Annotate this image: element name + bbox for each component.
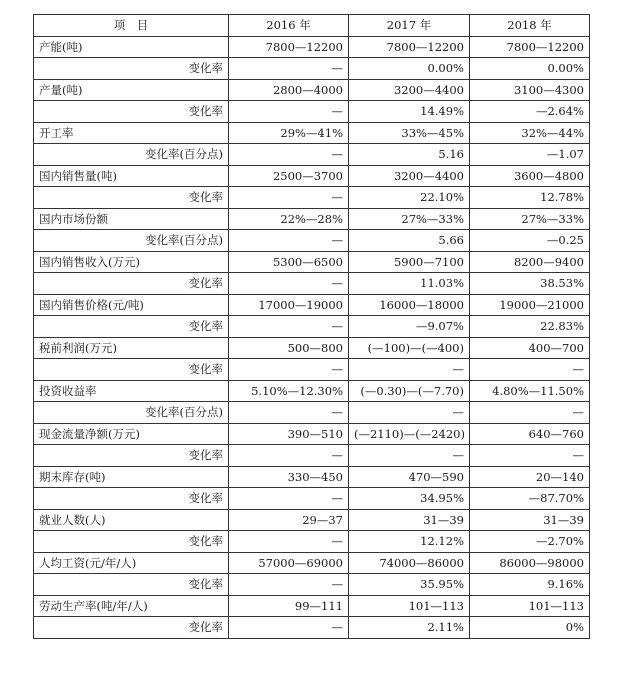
table-row bbox=[34, 574, 590, 596]
row-label: 变化率 bbox=[34, 101, 229, 123]
cell-2018: 3600—4800 bbox=[470, 165, 590, 187]
cell-2018: 4.80%—11.50% bbox=[470, 380, 590, 402]
cell-2017: 5.66 bbox=[349, 230, 470, 252]
row-label: 产能(吨) bbox=[34, 36, 229, 58]
table-row bbox=[34, 79, 590, 101]
table-row bbox=[34, 187, 590, 209]
cell-2016: — bbox=[229, 359, 349, 381]
cell-2018: — bbox=[470, 445, 590, 467]
cell-2017: 5900—7100 bbox=[349, 251, 470, 273]
header-2017: 2017 年 bbox=[349, 15, 470, 37]
row-label: 税前利润(万元) bbox=[34, 337, 229, 359]
cell-2017: —9.07% bbox=[349, 316, 470, 338]
cell-2017: 33%—45% bbox=[349, 122, 470, 144]
table-row bbox=[34, 509, 590, 531]
table-row bbox=[34, 316, 590, 338]
row-label: 变化率 bbox=[34, 574, 229, 596]
cell-2018: 86000—98000 bbox=[470, 552, 590, 574]
row-label: 就业人数(人) bbox=[34, 509, 229, 531]
row-label: 变化率 bbox=[34, 58, 229, 80]
cell-2017: 3200—4400 bbox=[349, 79, 470, 101]
header-item: 项 目 bbox=[34, 15, 229, 37]
table-row bbox=[34, 531, 590, 553]
cell-2016: 390—510 bbox=[229, 423, 349, 445]
row-label: 现金流量净额(万元) bbox=[34, 423, 229, 445]
cell-2016: — bbox=[229, 101, 349, 123]
cell-2018: —1.07 bbox=[470, 144, 590, 166]
cell-2018: 101—113 bbox=[470, 595, 590, 617]
cell-2017: 22.10% bbox=[349, 187, 470, 209]
cell-2018: 400—700 bbox=[470, 337, 590, 359]
cell-2018: —0.25 bbox=[470, 230, 590, 252]
row-label: 国内销售价格(元/吨) bbox=[34, 294, 229, 316]
cell-2018: 7800—12200 bbox=[470, 36, 590, 58]
cell-2017: (—2110)—(—2420) bbox=[349, 423, 470, 445]
row-label: 变化率 bbox=[34, 445, 229, 467]
table-row bbox=[34, 294, 590, 316]
table-row bbox=[34, 251, 590, 273]
table-row bbox=[34, 208, 590, 230]
cell-2016: 2800—4000 bbox=[229, 79, 349, 101]
row-label: 变化率 bbox=[34, 273, 229, 295]
cell-2016: 57000—69000 bbox=[229, 552, 349, 574]
cell-2017: 3200—4400 bbox=[349, 165, 470, 187]
row-label: 变化率 bbox=[34, 488, 229, 510]
row-label: 变化率 bbox=[34, 316, 229, 338]
cell-2018: 640—760 bbox=[470, 423, 590, 445]
cell-2016: — bbox=[229, 531, 349, 553]
cell-2018: 19000—21000 bbox=[470, 294, 590, 316]
cell-2016: — bbox=[229, 273, 349, 295]
cell-2016: — bbox=[229, 574, 349, 596]
cell-2018: 3100—4300 bbox=[470, 79, 590, 101]
table-row bbox=[34, 359, 590, 381]
cell-2018: 20—140 bbox=[470, 466, 590, 488]
cell-2018: —87.70% bbox=[470, 488, 590, 510]
cell-2017: — bbox=[349, 445, 470, 467]
row-label: 人均工资(元/年/人) bbox=[34, 552, 229, 574]
cell-2017: 31—39 bbox=[349, 509, 470, 531]
row-label: 变化率(百分点) bbox=[34, 144, 229, 166]
cell-2017: 27%—33% bbox=[349, 208, 470, 230]
cell-2018: 27%—33% bbox=[470, 208, 590, 230]
table-row bbox=[34, 101, 590, 123]
table-header-row bbox=[34, 15, 590, 37]
cell-2016: — bbox=[229, 445, 349, 467]
table-row bbox=[34, 58, 590, 80]
cell-2016: — bbox=[229, 316, 349, 338]
cell-2017: 2.11% bbox=[349, 617, 470, 639]
cell-2017: 12.12% bbox=[349, 531, 470, 553]
cell-2016: — bbox=[229, 488, 349, 510]
table-row bbox=[34, 230, 590, 252]
cell-2018: 12.78% bbox=[470, 187, 590, 209]
row-label: 变化率 bbox=[34, 617, 229, 639]
cell-2017: 11.03% bbox=[349, 273, 470, 295]
row-label: 变化率(百分点) bbox=[34, 230, 229, 252]
table-row bbox=[34, 488, 590, 510]
cell-2016: — bbox=[229, 617, 349, 639]
row-label: 开工率 bbox=[34, 122, 229, 144]
row-label: 变化率 bbox=[34, 359, 229, 381]
cell-2018: 0% bbox=[470, 617, 590, 639]
table-row bbox=[34, 144, 590, 166]
cell-2016: 29—37 bbox=[229, 509, 349, 531]
cell-2017: 16000—18000 bbox=[349, 294, 470, 316]
row-label: 国内销售量(吨) bbox=[34, 165, 229, 187]
table-body bbox=[34, 36, 590, 638]
header-2018: 2018 年 bbox=[470, 15, 590, 37]
cell-2016: 2500—3700 bbox=[229, 165, 349, 187]
cell-2016: 330—450 bbox=[229, 466, 349, 488]
cell-2016: — bbox=[229, 402, 349, 424]
table-row bbox=[34, 466, 590, 488]
row-label: 变化率(百分点) bbox=[34, 402, 229, 424]
cell-2016: — bbox=[229, 144, 349, 166]
data-table bbox=[33, 14, 590, 639]
row-label: 劳动生产率(吨/年/人) bbox=[34, 595, 229, 617]
cell-2018: — bbox=[470, 359, 590, 381]
cell-2017: — bbox=[349, 359, 470, 381]
cell-2016: 500—800 bbox=[229, 337, 349, 359]
table-row bbox=[34, 595, 590, 617]
cell-2018: —2.70% bbox=[470, 531, 590, 553]
cell-2018: 9.16% bbox=[470, 574, 590, 596]
cell-2016: 99—111 bbox=[229, 595, 349, 617]
cell-2016: — bbox=[229, 187, 349, 209]
cell-2016: — bbox=[229, 230, 349, 252]
table-row bbox=[34, 122, 590, 144]
cell-2016: — bbox=[229, 58, 349, 80]
cell-2017: 5.16 bbox=[349, 144, 470, 166]
cell-2017: 35.95% bbox=[349, 574, 470, 596]
cell-2016: 5300—6500 bbox=[229, 251, 349, 273]
cell-2017: (—100)—(—400) bbox=[349, 337, 470, 359]
cell-2018: — bbox=[470, 402, 590, 424]
cell-2016: 22%—28% bbox=[229, 208, 349, 230]
cell-2016: 17000—19000 bbox=[229, 294, 349, 316]
row-label: 变化率 bbox=[34, 531, 229, 553]
header-2016: 2016 年 bbox=[229, 15, 349, 37]
table-row bbox=[34, 445, 590, 467]
cell-2017: 470—590 bbox=[349, 466, 470, 488]
cell-2017: 34.95% bbox=[349, 488, 470, 510]
table-row bbox=[34, 423, 590, 445]
cell-2018: 32%—44% bbox=[470, 122, 590, 144]
table-row bbox=[34, 617, 590, 639]
table-row bbox=[34, 402, 590, 424]
cell-2016: 5.10%—12.30% bbox=[229, 380, 349, 402]
cell-2017: 101—113 bbox=[349, 595, 470, 617]
table-row bbox=[34, 36, 590, 58]
table-row bbox=[34, 552, 590, 574]
cell-2017: — bbox=[349, 402, 470, 424]
cell-2018: 38.53% bbox=[470, 273, 590, 295]
cell-2017: (—0.30)—(—7.70) bbox=[349, 380, 470, 402]
cell-2016: 29%—41% bbox=[229, 122, 349, 144]
cell-2018: 0.00% bbox=[470, 58, 590, 80]
cell-2018: —2.64% bbox=[470, 101, 590, 123]
cell-2017: 0.00% bbox=[349, 58, 470, 80]
table-row bbox=[34, 165, 590, 187]
row-label: 国内销售收入(万元) bbox=[34, 251, 229, 273]
table-row bbox=[34, 337, 590, 359]
row-label: 产量(吨) bbox=[34, 79, 229, 101]
cell-2017: 7800—12200 bbox=[349, 36, 470, 58]
cell-2017: 74000—86000 bbox=[349, 552, 470, 574]
cell-2018: 31—39 bbox=[470, 509, 590, 531]
cell-2016: 7800—12200 bbox=[229, 36, 349, 58]
row-label: 期末库存(吨) bbox=[34, 466, 229, 488]
row-label: 变化率 bbox=[34, 187, 229, 209]
table-row bbox=[34, 273, 590, 295]
row-label: 投资收益率 bbox=[34, 380, 229, 402]
cell-2018: 22.83% bbox=[470, 316, 590, 338]
cell-2017: 14.49% bbox=[349, 101, 470, 123]
row-label: 国内市场份额 bbox=[34, 208, 229, 230]
table-row bbox=[34, 380, 590, 402]
cell-2018: 8200—9400 bbox=[470, 251, 590, 273]
